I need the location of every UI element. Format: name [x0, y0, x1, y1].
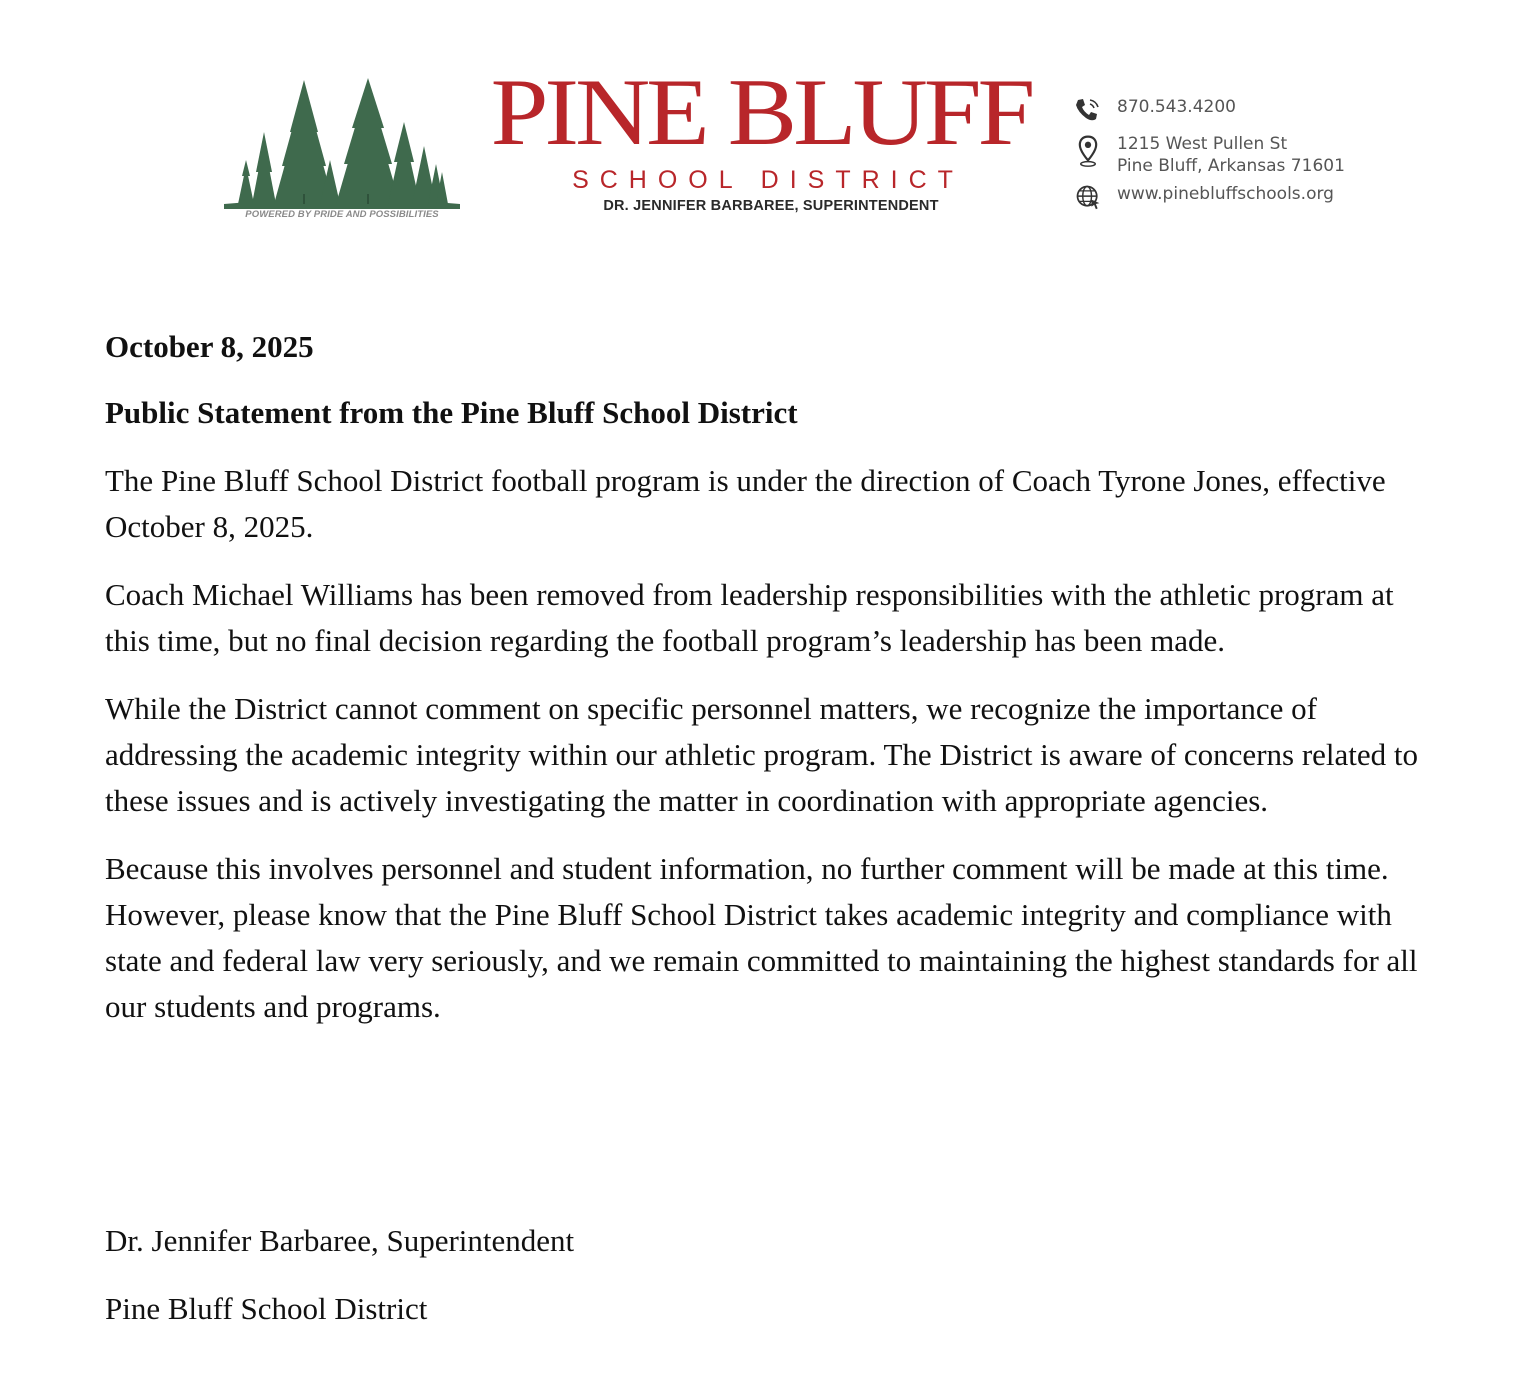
- signature-block: [105, 1218, 574, 1332]
- letter-title: Public Statement from the Pine Bluff School District: [105, 395, 798, 430]
- address-line-1: 1215 West Pullen St: [1117, 134, 1288, 154]
- letter-date: October 8, 2025: [105, 329, 314, 364]
- signature-name: Dr. Jennifer Barbaree, Superintendent: [105, 1223, 575, 1258]
- pine-trees-logo: [222, 76, 462, 212]
- contact-web-row: [1072, 183, 1402, 211]
- paragraph-1: The Pine Bluff School District football program is under the direction of Coach Tyrone Jones, effective October 8, 2025.: [105, 463, 1386, 544]
- location-pin-icon: [1072, 133, 1104, 173]
- paragraph-4: Because this involves personnel and student information, no further comment will be made at this time. However, please know that the Pine Bluff School District takes academic integrity and compliance with state and federal law very seriously, and we remain committed to maintaining the highest standards for all our students and programs.: [105, 851, 1418, 1024]
- website-link[interactable]: www.pinebluffschools.org: [1117, 184, 1334, 204]
- paragraph-3: While the District cannot comment on specific personnel matters, we recognize the importance of addressing the academic integrity within our athletic program. The District is aware of concerns related to these issues and is actively investigating the matter in coordination with appropriate agencies.: [105, 691, 1419, 818]
- contact-address-row: [1072, 133, 1402, 177]
- district-subtitle: SCHOOL DISTRICT: [572, 166, 964, 194]
- contact-phone-row: [1072, 96, 1402, 124]
- superintendent-line: DR. JENNIFER BARBAREE, SUPERINTENDENT: [603, 198, 939, 214]
- letterhead: [0, 0, 1527, 240]
- phone-text: 870.543.4200: [1117, 97, 1236, 117]
- contact-block: [1072, 92, 1402, 211]
- logo-tagline: POWERED BY PRIDE AND POSSIBILITIES: [245, 209, 439, 220]
- letter-body: [105, 324, 1445, 1052]
- paragraph-2: Coach Michael Williams has been removed from leadership responsibilities with the athletic program at this time, but no final decision regarding the football program’s leadership has been made.: [105, 577, 1394, 658]
- address-line-2: Pine Bluff, Arkansas 71601: [1117, 156, 1345, 176]
- phone-icon: [1072, 96, 1104, 124]
- signature-org: Pine Bluff School District: [105, 1291, 428, 1326]
- district-wordmark: PINE BLUFF: [490, 59, 1032, 166]
- globe-icon: [1072, 183, 1104, 211]
